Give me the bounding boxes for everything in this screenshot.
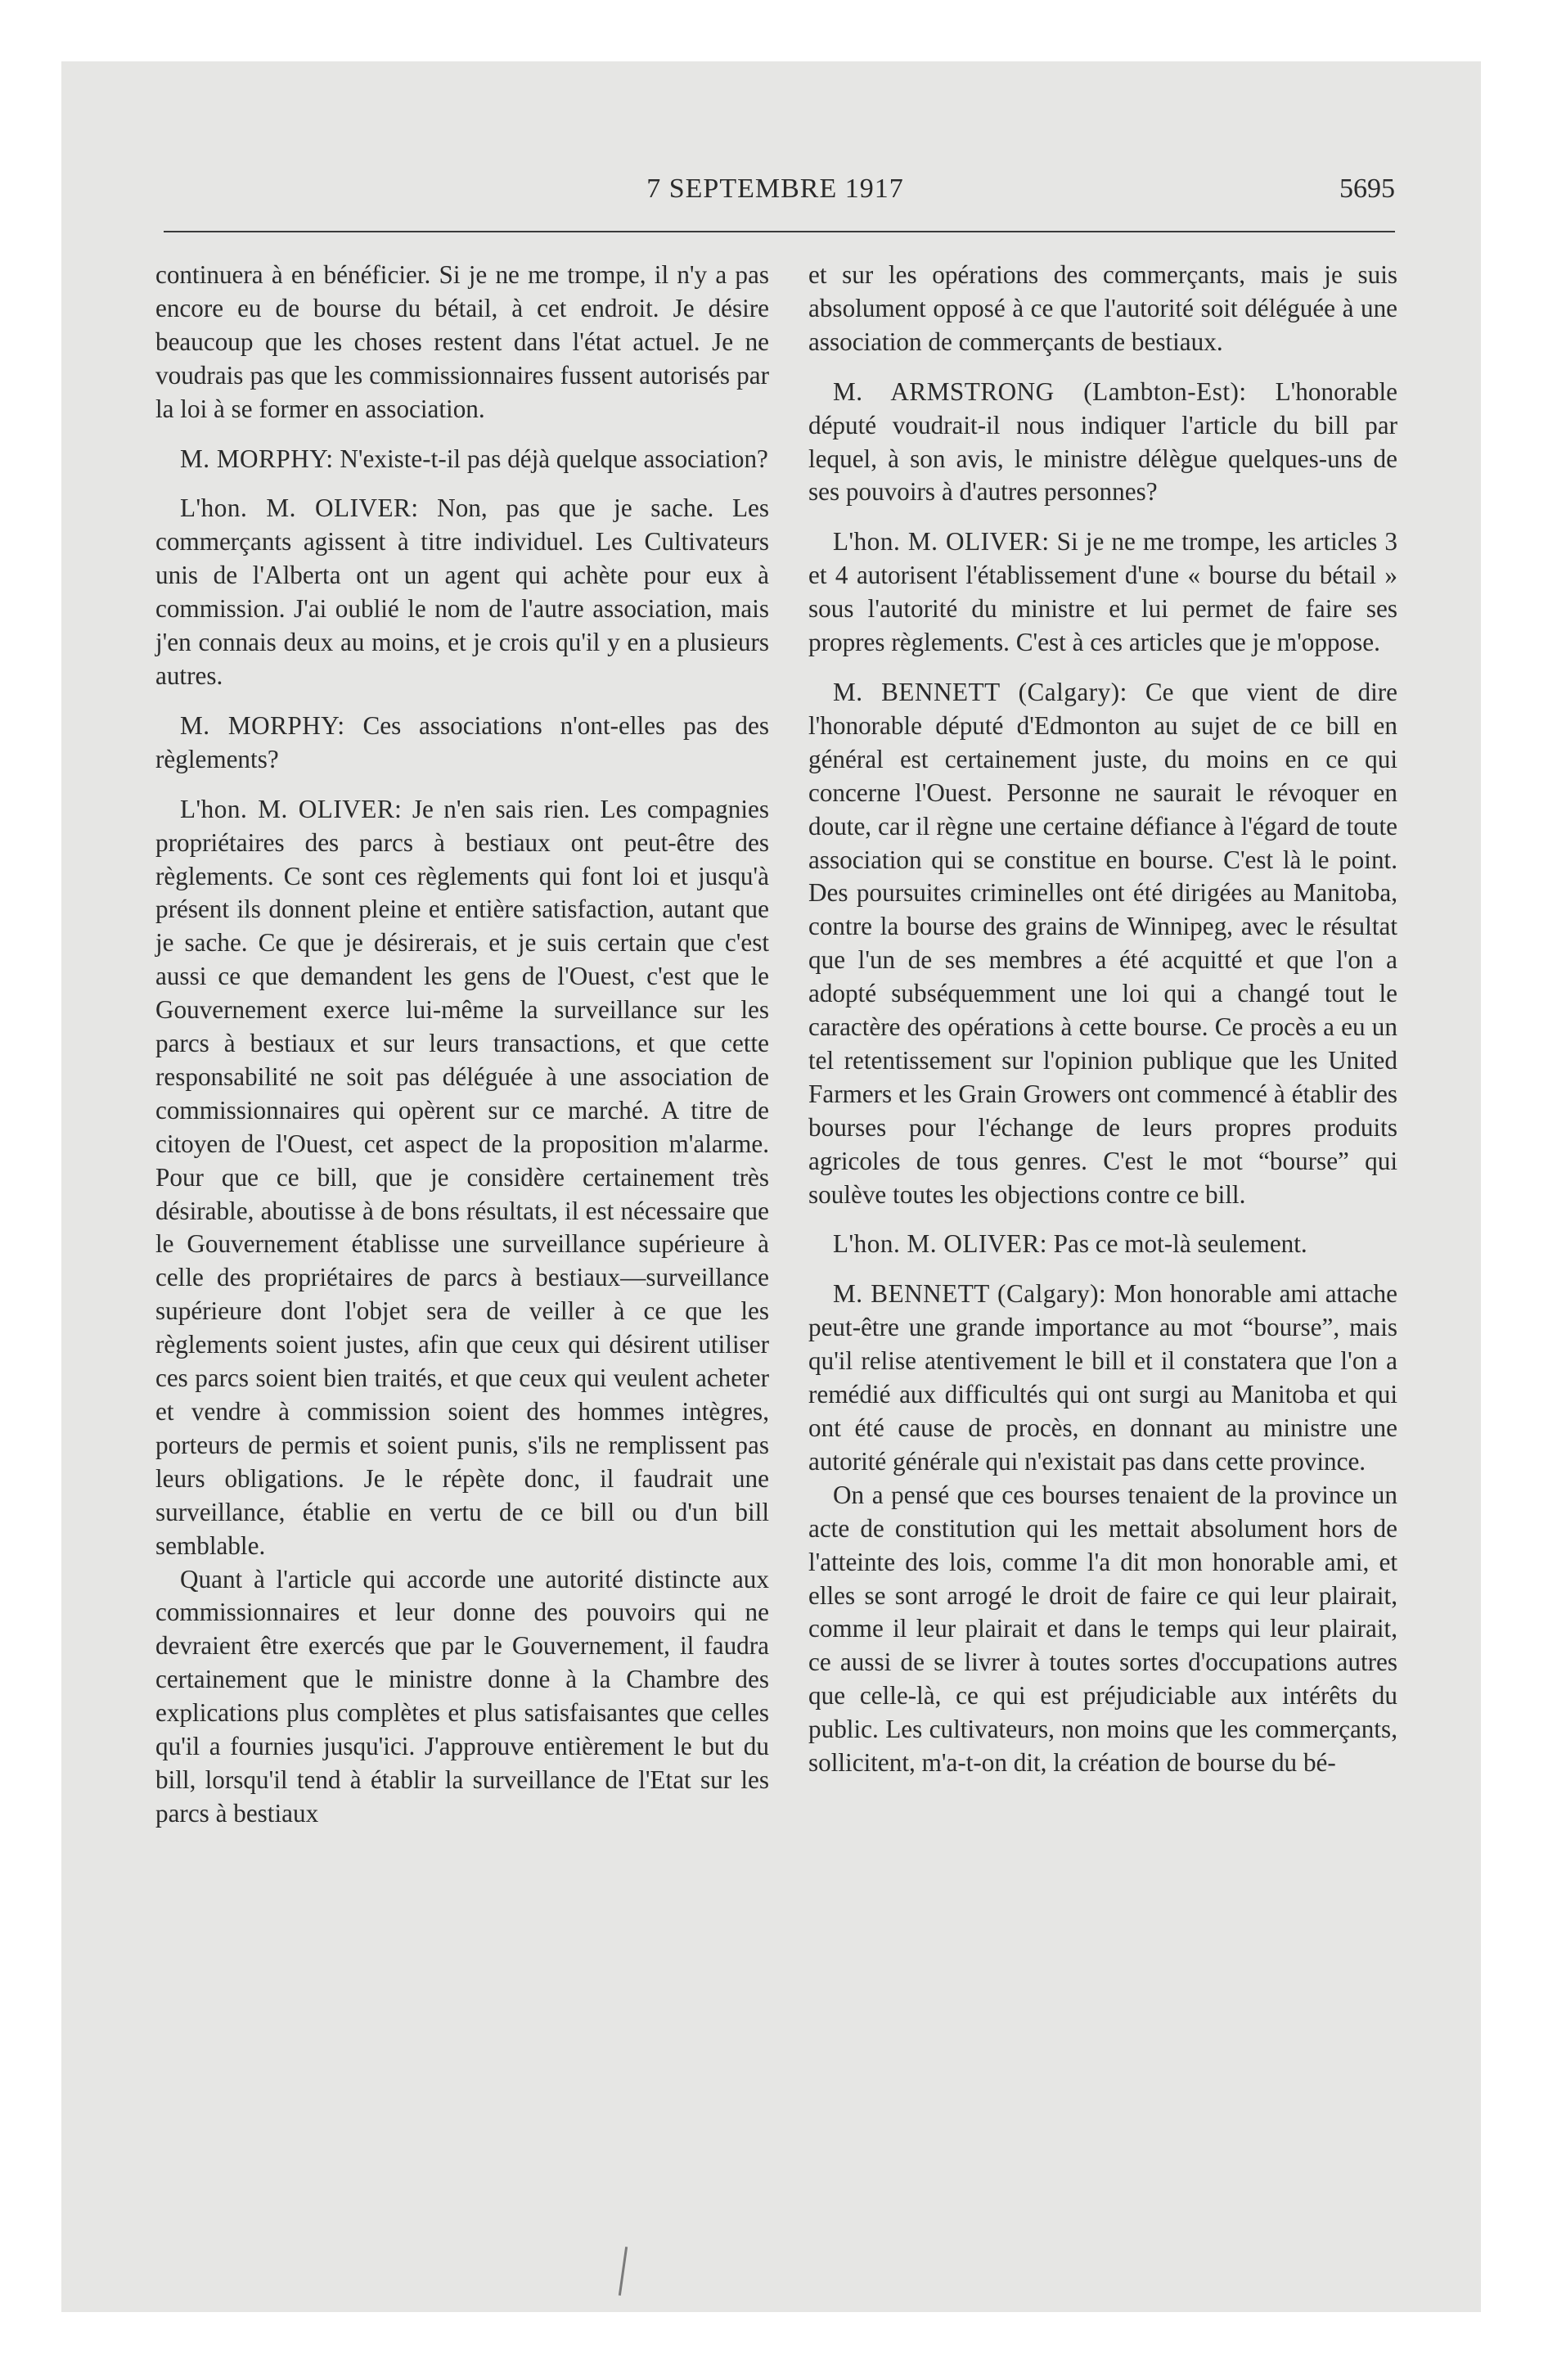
paragraph-text: continuera à en bénéficier. Si je ne me trompe, il n'y a pas encore eu de bourse du bétail, à cet endroit. Je désire beaucoup que les choses restent dans l'état actuel. Je ne voudrais pas que les commissionnaires fussent autorisés par la loi à se former en association.	[155, 260, 769, 423]
speaker-name: M. BENNETT (Calgary):	[833, 1279, 1107, 1309]
left-column	[155, 259, 769, 1847]
paragraph	[808, 1228, 1397, 1261]
paragraph-text: Pas ce mot-là seulement.	[1053, 1229, 1307, 1259]
paragraph	[155, 259, 769, 426]
paragraph-text: Ce que vient de dire l'honorable député d'Edmonton au sujet de ce bill en général est certainement juste, du moins en ce qui concerne l'Ouest. Personne ne saurait le révoquer en doute, car il règne une certaine défiance à l'égard de toute association qui se constitue en bourse. C'est là le point. Des poursuites criminelles ont été dirigées au Manitoba, contre la bourse des grains de Winnipeg, avec le résultat que l'un de ses membres a été acquitté et que l'on a adopté subséquemment une loi qui a changé tout le caractère des opérations à cette bourse. Ce procès a eu un tel retentissement sur l'opinion publique que les United Farmers et les Grain Growers ont commencé à établir des bourses pour l'échange de leurs propres produits agricoles de tous genres. C'est le mot “bourse” qui soulève toutes les objections contre ce bill.	[808, 677, 1397, 1209]
paragraph-text: Je n'en sais rien. Les compagnies propriétaires des parcs à bestiaux ont peut-être des règlements. Ce sont ces règlements qui font loi et jusqu'à présent ils donnent pleine et entière satisfaction, autant que je sache. Ce que je désirerais, et je suis certain que c'est aussi ce que demandent les gens de l'Ouest, c'est que le Gouvernement exerce lui-même la surveillance sur les parcs à bestiaux et sur leurs transactions, et que cette responsabilité ne soit pas déléguée à une association de commissionnaires qui opèrent sur ce marché. A titre de citoyen de l'Ouest, cet aspect de la proposition m'alarme. Pour que ce bill, que je considère certainement très désirable, aboutisse à de bons résultats, il est nécessaire que le Gouvernement établisse une surveillance supérieure à celle des propriétaires de parcs à bestiaux—surveillance supérieure dont l'objet sera de veiller à ce que les règlements soient justes, afin que ceux qui désirent utiliser ces parcs soient bien traités, et que ceux qui veulent acheter et vendre à commission soient des hommes intègres, porteurs de permis et soient punis, s'ils ne remplissent pas leurs obligations. Je le répète donc, il faudrait une surveillance, établie en vertu de ce bill ou d'un bill semblable.	[155, 794, 770, 1560]
speaker-name: M. ARMSTRONG (Lambton-Est):	[833, 376, 1247, 406]
paragraph-text: Ces associations n'ont-elles pas des règlements?	[155, 710, 769, 773]
paragraph-text: L'honorable député voudrait-il nous indiquer l'article du bill par lequel, à son avis, le ministre délègue quelques-uns de ses pouvoirs à d'autres personnes?	[808, 376, 1397, 507]
header-rule	[164, 231, 1395, 232]
paragraph-text: et sur les opérations des commerçants, mais je suis absolument opposé à ce que l'autorité soit déléguée à une association de commerçants de bestiaux.	[808, 260, 1397, 356]
paragraph	[808, 676, 1397, 1212]
page-header	[155, 174, 1395, 223]
paragraph-text: Quant à l'article qui accorde une autorité distincte aux commissionnaires et leur donne des pouvoirs qui ne devraient être exercés que par le Gouvernement, il faudra certainement que le ministre donne à la Chambre des explications plus complètes et plus satisfaisantes que celles qu'il a fournies jusqu'ici. J'approuve entièrement le but du bill, lorsqu'il tend à établir la surveillance de l'Etat sur les parcs à bestiaux	[155, 1564, 769, 1828]
paragraph	[155, 793, 769, 1563]
paragraph	[155, 443, 769, 476]
header-date: 7 SEPTEMBRE 1917	[646, 174, 904, 204]
right-column	[808, 259, 1397, 1796]
paragraph-text: Non, pas que je sache. Les commerçants agissent à titre individuel. Les Cultivateurs unis de l'Alberta ont un agent qui achète pour eux à commission. J'ai oublié le nom de l'autre association, mais j'en connais deux au moins, et je crois qu'il y en a plusieurs autres.	[155, 494, 770, 690]
paragraph	[155, 1563, 769, 1831]
speaker-name: M. MORPHY:	[180, 444, 334, 473]
paragraph	[155, 710, 769, 777]
speaker-name: L'hon. M. OLIVER:	[833, 527, 1050, 557]
speaker-name: M. BENNETT (Calgary):	[833, 677, 1127, 706]
paragraph	[808, 525, 1397, 660]
paragraph	[808, 1479, 1397, 1780]
paragraph	[808, 259, 1397, 359]
speaker-name: L'hon. M. OLIVER:	[180, 794, 403, 823]
paragraph	[808, 1278, 1397, 1478]
paragraph	[155, 492, 769, 692]
paragraph-text: N'existe-t-il pas déjà quelque association?	[340, 444, 768, 473]
speaker-name: M. MORPHY:	[180, 710, 345, 740]
paragraph-text: Mon honorable ami attache peut-être une grande importance au mot “bourse”, mais qu'il relise atentivement le bill et il constatera que l'on a remédié aux difficultés qui ont surgi au Manitoba et qui ont été cause de procès, en donnant au ministre une autorité générale qui n'existait pas dans cette province.	[808, 1279, 1397, 1476]
speaker-name: L'hon. M. OLIVER:	[833, 1229, 1047, 1259]
paragraph-text: Si je ne me trompe, les articles 3 et 4 autorisent l'établissement d'une « bourse du bétail » sous l'autorité du ministre et lui permet de faire ses propres règlements. C'est à ces articles que je m'oppose.	[808, 527, 1397, 657]
page-number: 5695	[1339, 174, 1395, 204]
paragraph	[808, 376, 1397, 510]
speaker-name: L'hon. M. OLIVER:	[180, 494, 419, 523]
paragraph-text: On a pensé que ces bourses tenaient de la province un acte de constitution qui les mettait absolument hors de l'atteinte des lois, comme l'a dit mon honorable ami, et elles se sont arrogé le droit de faire ce qui leur plairait, comme il leur plairait et dans le temps qui leur plairait, ce aussi de se livrer à toutes sortes d'occupations autres que celle-là, ce qui est préjudiciable aux intérêts du public. Les cultivateurs, non moins que les commerçants, sollicitent, m'a-t-on dit, la création de bourse du bé-	[808, 1480, 1397, 1778]
